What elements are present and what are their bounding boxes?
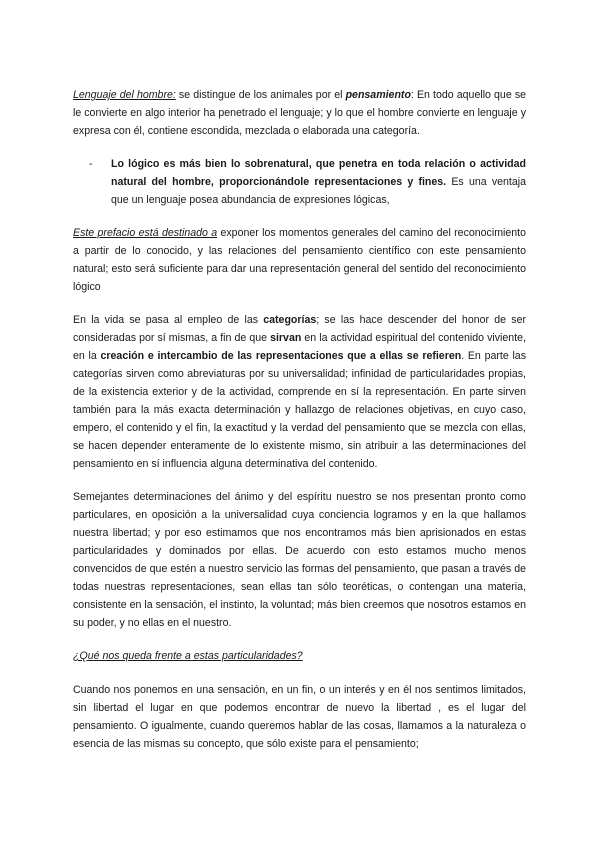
document-body — [73, 86, 526, 768]
paragraph-categorias — [73, 311, 526, 473]
paragraph-text: : En todo aquello que se le convierte en algo interior ha penetrado el lenguaje; y lo que el hombre convierte en lenguaje y expresa con él, contiene escondida, mezclada o elaborada una categoría. — [73, 89, 527, 137]
paragraph-text: exponer los momentos generales del camino del reconocimiento a partir de lo conocido, y las relaciones del pensamiento científico con este pensamiento natural; esto será suficiente para dar una representación general del sentido del reconocimiento lógico — [73, 227, 526, 293]
question-heading — [73, 647, 526, 665]
emphasis-pensamiento: pensamiento — [345, 89, 411, 101]
bullet-item — [73, 155, 526, 209]
question-text: ¿Qué nos queda frente a estas particularidades? — [73, 650, 303, 662]
emphasis-creacion: creación e intercambio de las representaciones que a ellas se refieren — [100, 350, 462, 362]
paragraph-text: Semejantes determinaciones del ánimo y del espíritu nuestro se nos presentan pronto como particulares, en oposición a la universalidad cuya conciencia logramos y en la que hallamos nuestra libertad; y por eso estimamos que nos encontramos más bien aprisionados en estas particularidades y dominados por ellas. De acuerdo con esto estamos mucho menos convencidos de que estén a nuestro servicio las formas del pensamiento, que pasan a través de todas nuestras representaciones, sean ellas tan sólo teoréticas, o contengan una materia, consistente en la sensación, el instinto, la voluntad; más bien creemos que nosotros estamos en su poder, y no ellas en el nuestro. — [73, 491, 526, 629]
bullet-bold-text: Lo lógico es más bien lo sobrenatural, que penetra en toda relación o actividad natural del hombre, proporcionándole representaciones y fines. — [111, 158, 526, 188]
paragraph-prefacio — [73, 224, 526, 296]
bullet-text: Es una ventaja que un lenguaje posea abundancia de expresiones lógicas, — [111, 176, 527, 206]
paragraph-text: ; se las hace descender del honor de ser consideradas por sí mismas, a fin de que — [73, 314, 526, 344]
paragraph-lenguaje — [73, 86, 526, 140]
emphasis-sirvan: sirvan — [270, 332, 302, 344]
paragraph-text: Cuando nos ponemos en una sensación, en un fin, o un interés y en él nos sentimos limitados, sin libertad el lugar en que podemos encontrar de nuevo la libertad , es el lugar del pensamiento. O igualmente, cuando queremos hablar de las cosas, llamamos a la naturaleza o esencia de las mismas su concepto, que sólo existe para el pensamiento; — [73, 684, 526, 750]
paragraph-text: . En parte las categorías sirven como abreviaturas por su universalidad; infinidad de particularidades propias, de la existencia exterior y de la actividad, comprende en sí la representación. En parte sirven también para la más exacta determinación y hallazgo de relaciones objetivas, en cuyo caso, empero, el contenido y el fin, la exactitud y la verdad del pensamiento que se mezcla con ellas, se hacen depender enteramente de lo existente mismo, sin atribuir a las determinaciones del pensamiento en sí influencia alguna determinativa del contenido. — [73, 350, 526, 470]
bullet-dash: - — [89, 158, 93, 170]
emphasis-categorias: categorías — [263, 314, 317, 326]
paragraph-text: en la actividad espiritual del contenido viviente, en la — [73, 332, 526, 362]
paragraph-text: En la vida se pasa al empleo de las — [73, 314, 264, 326]
section-label-lenguaje: Lenguaje del hombre: — [73, 89, 176, 101]
paragraph-semejantes — [73, 488, 526, 632]
paragraph-sensacion — [73, 681, 526, 753]
section-label-prefacio: Este prefacio está destinado a — [73, 227, 218, 239]
paragraph-text: se distingue de los animales por el — [175, 89, 346, 101]
